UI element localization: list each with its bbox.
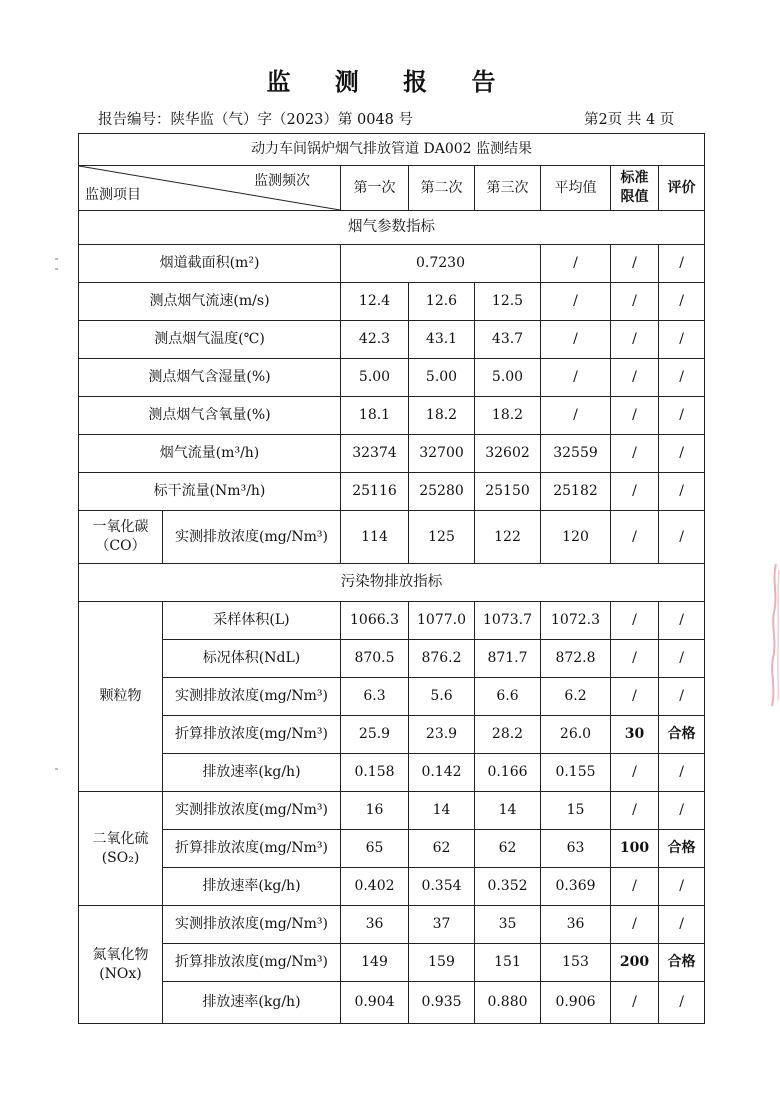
cell-v3: 62 bbox=[475, 830, 541, 868]
row-label: 采样体积(L) bbox=[163, 602, 341, 640]
group-label-particulate: 颗粒物 bbox=[79, 602, 163, 792]
cell-eval: / bbox=[659, 906, 705, 944]
cell-limit: 30 bbox=[611, 716, 659, 754]
cell-eval: / bbox=[659, 397, 705, 435]
table-row bbox=[79, 678, 705, 716]
header-evaluation: 评价 bbox=[659, 166, 705, 211]
cell-v1: 65 bbox=[341, 830, 409, 868]
cell-v3: 0.880 bbox=[475, 982, 541, 1024]
group-label-line1: 氮氧化物 bbox=[92, 946, 149, 963]
cell-v1: 6.3 bbox=[341, 678, 409, 716]
cell-v3: 5.00 bbox=[475, 359, 541, 397]
table-row bbox=[79, 792, 705, 830]
cell-v3: 6.6 bbox=[475, 678, 541, 716]
row-label: 折算排放浓度(mg/Nm³) bbox=[163, 716, 341, 754]
cell-eval: / bbox=[659, 602, 705, 640]
cell-v2: 62 bbox=[409, 830, 475, 868]
cell-v1: 32374 bbox=[341, 435, 409, 473]
group-label-nox bbox=[79, 906, 163, 1024]
cell-limit: / bbox=[611, 792, 659, 830]
cell-avg: 1072.3 bbox=[541, 602, 611, 640]
group-label-line2: (SO₂) bbox=[101, 849, 140, 866]
row-label: 实测排放浓度(mg/Nm³) bbox=[163, 678, 341, 716]
cell-eval: 合格 bbox=[659, 944, 705, 982]
row-label: 标况体积(NdL) bbox=[163, 640, 341, 678]
cell-avg: / bbox=[541, 397, 611, 435]
cell-v2: 5.00 bbox=[409, 359, 475, 397]
cell-v2: 37 bbox=[409, 906, 475, 944]
cell-v2: 18.2 bbox=[409, 397, 475, 435]
section-pollutant-emission: 污染物排放指标 bbox=[79, 564, 705, 602]
cell-v2: 159 bbox=[409, 944, 475, 982]
cell-v1: 149 bbox=[341, 944, 409, 982]
cell-v2: 0.142 bbox=[409, 754, 475, 792]
cell-v1: 1066.3 bbox=[341, 602, 409, 640]
cell-v1: 0.158 bbox=[341, 754, 409, 792]
scan-mark bbox=[55, 258, 58, 260]
cell-v2: 876.2 bbox=[409, 640, 475, 678]
header-third: 第三次 bbox=[475, 166, 541, 211]
cell-eval: / bbox=[659, 435, 705, 473]
cell-eval: / bbox=[659, 678, 705, 716]
table-row bbox=[79, 435, 705, 473]
cell-limit: / bbox=[611, 602, 659, 640]
cell-limit: / bbox=[611, 321, 659, 359]
cell-limit: / bbox=[611, 640, 659, 678]
cell-v2: 32700 bbox=[409, 435, 475, 473]
cell-avg: / bbox=[541, 283, 611, 321]
cell-v1: 25.9 bbox=[341, 716, 409, 754]
cell-limit: / bbox=[611, 359, 659, 397]
row-label: 烟气流量(m³/h) bbox=[79, 435, 341, 473]
cell-v2: 5.6 bbox=[409, 678, 475, 716]
cell-limit: / bbox=[611, 283, 659, 321]
cell-limit: / bbox=[611, 906, 659, 944]
table-row bbox=[79, 716, 705, 754]
cell-v3: 122 bbox=[475, 511, 541, 564]
cell-v1: 870.5 bbox=[341, 640, 409, 678]
cell-v3: 35 bbox=[475, 906, 541, 944]
table-row bbox=[79, 473, 705, 511]
seal-edge-stamp bbox=[762, 560, 780, 710]
cell-eval: / bbox=[659, 640, 705, 678]
row-label: 测点烟气含氧量(%) bbox=[79, 397, 341, 435]
group-label-line1: 一氧化碳 bbox=[92, 519, 149, 536]
cell-eval: / bbox=[659, 321, 705, 359]
row-label: 实测排放浓度(mg/Nm³) bbox=[163, 792, 341, 830]
cell-avg: 120 bbox=[541, 511, 611, 564]
cell-limit: / bbox=[611, 678, 659, 716]
cell-avg: 36 bbox=[541, 906, 611, 944]
cell-avg: 0.369 bbox=[541, 868, 611, 906]
row-label: 折算排放浓度(mg/Nm³) bbox=[163, 830, 341, 868]
cell-limit: 100 bbox=[611, 830, 659, 868]
cell-avg: / bbox=[541, 359, 611, 397]
cell-v3: 32602 bbox=[475, 435, 541, 473]
cell-v2: 14 bbox=[409, 792, 475, 830]
cell-eval: / bbox=[659, 283, 705, 321]
cell-v1: 16 bbox=[341, 792, 409, 830]
cell-eval: / bbox=[659, 359, 705, 397]
cell-v3: 43.7 bbox=[475, 321, 541, 359]
cell-eval: / bbox=[659, 511, 705, 564]
group-label-line1: 二氧化硫 bbox=[92, 830, 149, 847]
monitoring-results-table bbox=[78, 133, 705, 1024]
cell-v2: 0.354 bbox=[409, 868, 475, 906]
cell-avg: 32559 bbox=[541, 435, 611, 473]
cell-v3: 28.2 bbox=[475, 716, 541, 754]
row-label: 实测排放浓度(mg/Nm³) bbox=[163, 906, 341, 944]
cell-v2: 125 bbox=[409, 511, 475, 564]
cell-v3: 25150 bbox=[475, 473, 541, 511]
cell-v1: 0.402 bbox=[341, 868, 409, 906]
table-row bbox=[79, 245, 705, 283]
cell-limit: / bbox=[611, 473, 659, 511]
cell-v1: 0.904 bbox=[341, 982, 409, 1024]
cell-limit: / bbox=[611, 868, 659, 906]
cell-v1: 25116 bbox=[341, 473, 409, 511]
cell-limit: / bbox=[611, 982, 659, 1024]
table-row bbox=[79, 321, 705, 359]
header-limit-line1: 标准 bbox=[620, 170, 649, 187]
cell-eval: / bbox=[659, 245, 705, 283]
cell-avg: 25182 bbox=[541, 473, 611, 511]
cell-avg: 6.2 bbox=[541, 678, 611, 716]
cell-v1: 36 bbox=[341, 906, 409, 944]
table-row bbox=[79, 754, 705, 792]
row-label: 测点烟气流速(m/s) bbox=[79, 283, 341, 321]
section-flue-gas-params: 烟气参数指标 bbox=[79, 211, 705, 245]
report-number: 报告编号：陕华监（气）字（2023）第 0048 号 bbox=[98, 112, 414, 128]
row-label: 测点烟气温度(℃) bbox=[79, 321, 341, 359]
cell-v2: 43.1 bbox=[409, 321, 475, 359]
header-first: 第一次 bbox=[341, 166, 409, 211]
cell-limit: / bbox=[611, 397, 659, 435]
cell-v3: 12.5 bbox=[475, 283, 541, 321]
row-label: 排放速率(kg/h) bbox=[163, 868, 341, 906]
cell-v3: 871.7 bbox=[475, 640, 541, 678]
row-label: 测点烟气含湿量(%) bbox=[79, 359, 341, 397]
cell-v3: 1073.7 bbox=[475, 602, 541, 640]
header-limit-line2: 限值 bbox=[620, 189, 649, 205]
cell-v1: 5.00 bbox=[341, 359, 409, 397]
table-row bbox=[79, 982, 705, 1024]
table-row bbox=[79, 944, 705, 982]
cell-limit: 200 bbox=[611, 944, 659, 982]
table-title: 动力车间锅炉烟气排放管道 DA002 监测结果 bbox=[79, 134, 705, 166]
cell-limit: / bbox=[611, 754, 659, 792]
table-row bbox=[79, 868, 705, 906]
cell-eval: / bbox=[659, 473, 705, 511]
report-title: 监 测 报 告 bbox=[266, 67, 514, 96]
group-label-co bbox=[79, 511, 163, 564]
cell-v1: 12.4 bbox=[341, 283, 409, 321]
cell-avg: 0.155 bbox=[541, 754, 611, 792]
cell-avg: 872.8 bbox=[541, 640, 611, 678]
cell-v1: 42.3 bbox=[341, 321, 409, 359]
cell-v1: 18.1 bbox=[341, 397, 409, 435]
cell-avg: 153 bbox=[541, 944, 611, 982]
header-item: 监测项目 bbox=[85, 187, 141, 204]
cell-avg: / bbox=[541, 245, 611, 283]
cell-value: 0.7230 bbox=[341, 245, 541, 283]
cell-limit: / bbox=[611, 245, 659, 283]
table-row bbox=[79, 283, 705, 321]
cell-eval: / bbox=[659, 754, 705, 792]
cell-avg: 63 bbox=[541, 830, 611, 868]
table-row bbox=[79, 397, 705, 435]
header-limit bbox=[611, 166, 659, 211]
row-label: 排放速率(kg/h) bbox=[163, 754, 341, 792]
group-label-line2: (NOx) bbox=[99, 965, 142, 982]
table-row bbox=[79, 602, 705, 640]
cell-v3: 14 bbox=[475, 792, 541, 830]
header-average: 平均值 bbox=[541, 166, 611, 211]
scan-mark bbox=[55, 768, 58, 770]
cell-avg: / bbox=[541, 321, 611, 359]
cell-limit: / bbox=[611, 435, 659, 473]
table-row bbox=[79, 511, 705, 564]
cell-avg: 0.906 bbox=[541, 982, 611, 1024]
cell-eval: / bbox=[659, 792, 705, 830]
cell-v3: 151 bbox=[475, 944, 541, 982]
table-row bbox=[79, 830, 705, 868]
row-label: 标干流量(Nm³/h) bbox=[79, 473, 341, 511]
row-label: 排放速率(kg/h) bbox=[163, 982, 341, 1024]
cell-avg: 26.0 bbox=[541, 716, 611, 754]
table-row bbox=[79, 359, 705, 397]
cell-v2: 1077.0 bbox=[409, 602, 475, 640]
row-label: 烟道截面积(m²) bbox=[79, 245, 341, 283]
header-frequency: 监测频次 bbox=[254, 173, 310, 189]
cell-eval: / bbox=[659, 982, 705, 1024]
group-label-line2: （CO） bbox=[95, 538, 146, 554]
cell-v3: 0.166 bbox=[475, 754, 541, 792]
cell-v2: 0.935 bbox=[409, 982, 475, 1024]
cell-eval: 合格 bbox=[659, 830, 705, 868]
header-diagonal-cell bbox=[79, 166, 341, 211]
cell-eval: 合格 bbox=[659, 716, 705, 754]
cell-v3: 0.352 bbox=[475, 868, 541, 906]
row-label: 实测排放浓度(mg/Nm³) bbox=[163, 511, 341, 564]
cell-v2: 25280 bbox=[409, 473, 475, 511]
cell-eval: / bbox=[659, 868, 705, 906]
cell-v2: 23.9 bbox=[409, 716, 475, 754]
table-row bbox=[79, 906, 705, 944]
header-second: 第二次 bbox=[409, 166, 475, 211]
cell-limit: / bbox=[611, 511, 659, 564]
cell-v1: 114 bbox=[341, 511, 409, 564]
cell-v3: 18.2 bbox=[475, 397, 541, 435]
page-info: 第2页 共 4 页 bbox=[584, 112, 675, 128]
row-label: 折算排放浓度(mg/Nm³) bbox=[163, 944, 341, 982]
scan-mark bbox=[55, 268, 58, 270]
group-label-so2 bbox=[79, 792, 163, 906]
cell-v2: 12.6 bbox=[409, 283, 475, 321]
table-row bbox=[79, 640, 705, 678]
cell-avg: 15 bbox=[541, 792, 611, 830]
